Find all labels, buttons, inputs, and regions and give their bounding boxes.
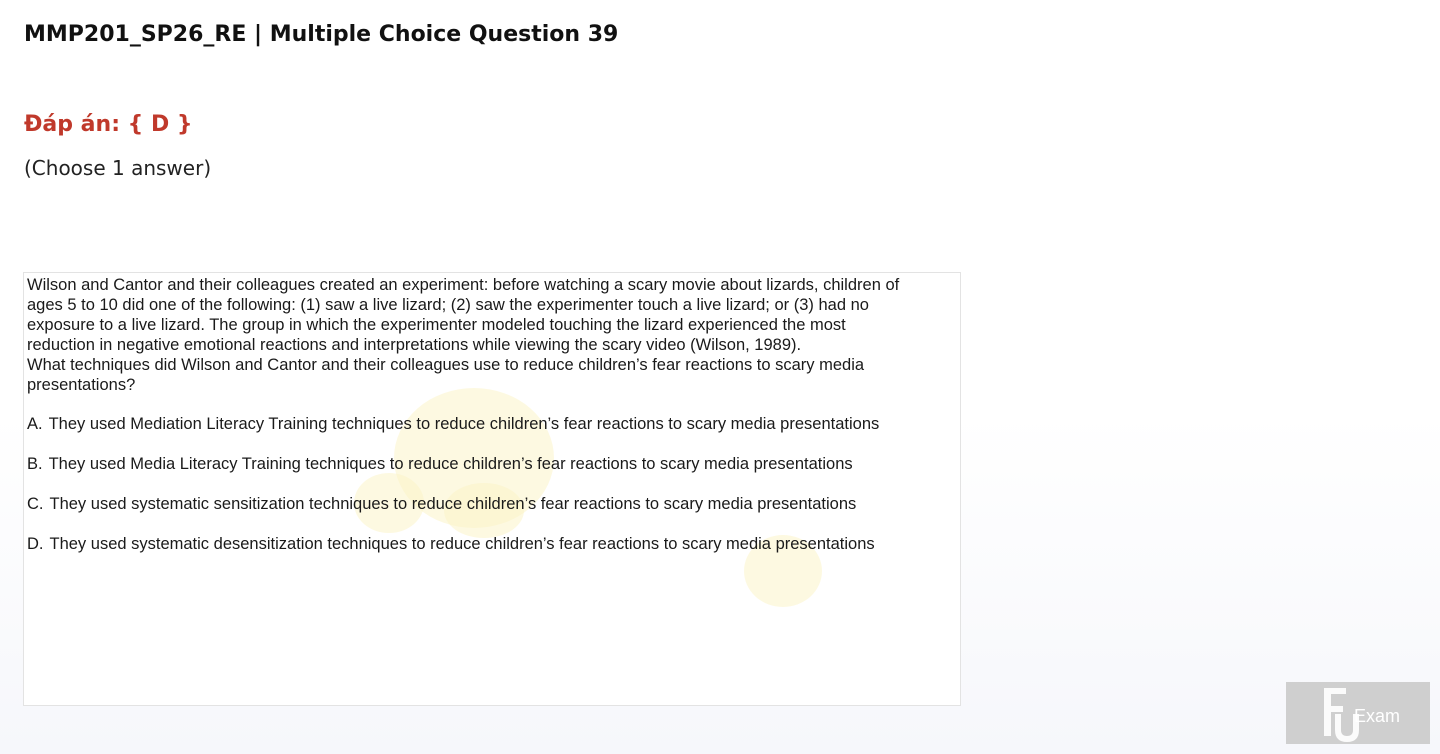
option-text: They used Mediation Literacy Training techniques to reduce children’s fear reactions to scary media presentations (48, 415, 880, 433)
fu-exam-logo-icon (1286, 682, 1430, 744)
question-prompt: What techniques did Wilson and Cantor and their colleagues use to reduce children’s fear reactions to scary media presentations? (27, 356, 865, 394)
option-text: They used Media Literacy Training techniques to reduce children’s fear reactions to scary media presentations (48, 455, 853, 473)
option-letter: C. (27, 495, 44, 513)
logo-text: Exam (1354, 706, 1401, 726)
option-letter: A. (27, 415, 43, 433)
option-letter: B. (27, 455, 43, 473)
question-image (23, 272, 961, 706)
option-letter: D. (27, 535, 44, 553)
fu-exam-logo (1286, 682, 1430, 744)
answer-instruction: (Choose 1 answer) (24, 156, 212, 180)
option-c (27, 494, 907, 514)
page-title: MMP201_SP26_RE | Multiple Choice Question 39 (24, 22, 619, 47)
option-text: They used systematic sensitization techniques to reduce children’s fear reactions to scary media presentations (49, 495, 857, 513)
option-d (27, 534, 907, 554)
option-b (27, 454, 907, 474)
option-text: They used systematic desensitization techniques to reduce children’s fear reactions to scary media presentations (49, 535, 875, 553)
question-stem: Wilson and Cantor and their colleagues created an experiment: before watching a scary movie about lizards, children of ages 5 to 10 did one of the following: (1) saw a live lizard; (2) saw the experimenter touch a live lizard; or (3) had no exposure to a live lizard. The group in which the experimenter modeled touching the lizard experienced the most reduction in negative emotional reactions and interpretations while viewing the scary video (Wilson, 1989). (27, 276, 900, 354)
option-a (27, 414, 907, 434)
question-content (27, 275, 907, 574)
answer-label: Đáp án: { D } (24, 112, 193, 137)
